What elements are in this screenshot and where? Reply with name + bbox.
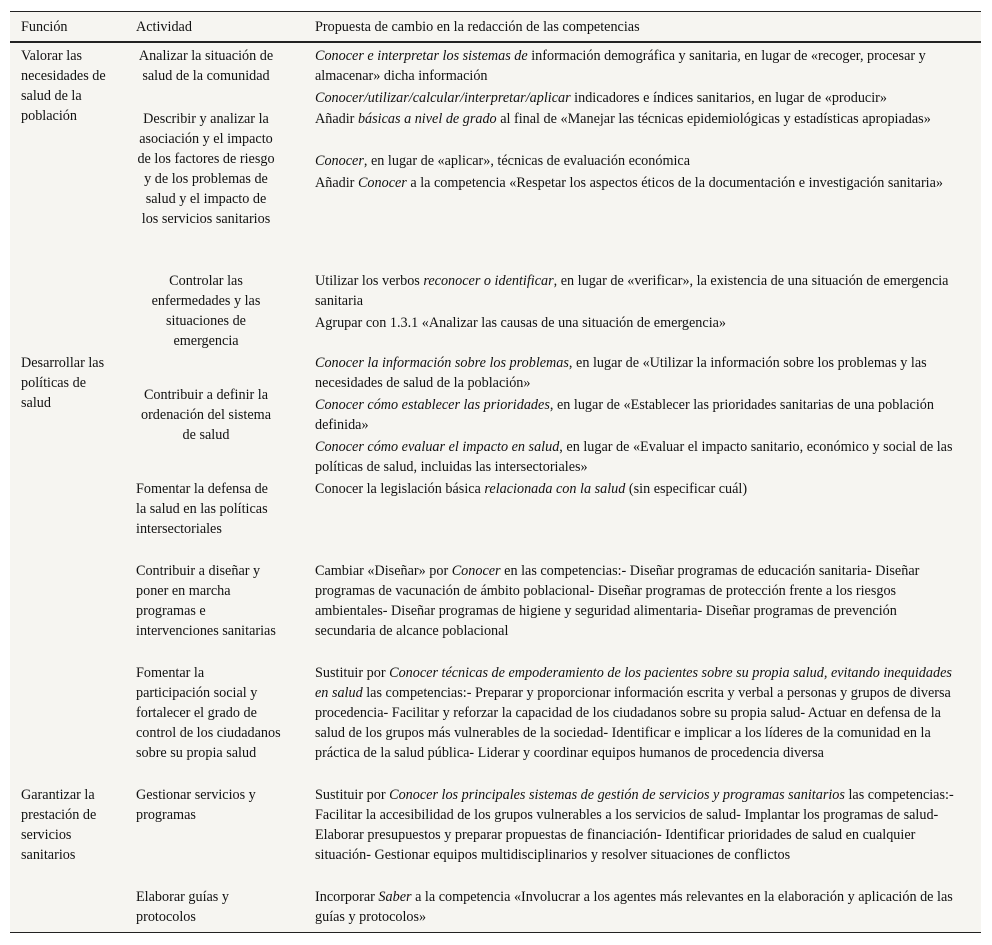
propuesta-text: Añadir xyxy=(315,175,358,191)
propuesta-italic: básicas a nivel de grado xyxy=(357,111,497,127)
propuesta-text: las competencias:- Preparar y proporcionar información escrita y verbal a personas y grupos de diversa procedencia- Facilitar y reforzar la capacidad de los ciudadanos sobre su propia salud- Actuar en defensa de la salud de los grupos más vulnerables de la sociedad- Identificar e implicar a los líderes de la comunidad en la práctica de la salud pública- Liderar y coordinar equipos humanos de procedencia diversa xyxy=(315,685,951,761)
propuesta-cell xyxy=(315,437,955,477)
propuesta-italic: Conocer xyxy=(357,175,407,191)
propuesta-text: Sustituir por xyxy=(315,787,390,803)
propuesta-italic: Conocer la información sobre los problemas xyxy=(315,355,569,371)
propuesta-cell xyxy=(315,173,955,193)
actividad-cell: Describir y analizar la asociación y el impacto de los factores de riesgo y de los problemas de salud y el impacto de los servicios sanitarios xyxy=(137,111,275,227)
propuesta-cell xyxy=(315,395,955,435)
table-header-rule xyxy=(10,41,981,43)
propuesta-italic: Conocer xyxy=(315,153,364,169)
propuesta-italic: Conocer xyxy=(451,563,501,579)
funcion-cell: Garantizar la prestación de servicios sanitarios xyxy=(21,787,97,863)
propuesta-text: Cambiar «Diseñar» por xyxy=(315,563,452,579)
propuesta-italic: Conocer/utilizar/calcular/interpretar/aplicar xyxy=(315,90,571,106)
header-actividad: Actividad xyxy=(136,19,192,35)
header-funcion: Función xyxy=(21,19,68,35)
propuesta-italic: Saber xyxy=(378,889,412,905)
propuesta-italic: Conocer cómo establecer las prioridades xyxy=(315,397,550,413)
propuesta-text: información demográfica y sanitaria, en lugar de «recoger, procesar y almacenar» dicha información xyxy=(315,48,926,84)
propuesta-text: en las competencias:- Diseñar programas de educación sanitaria- Diseñar programas de vacunación de ámbito poblacional- Diseñar programas de protección frente a los riesgos ambientales- Diseñar programas de higiene y seguridad alimentaria- Diseñar programas de prevención secundaria de alcance poblacional xyxy=(315,563,920,639)
propuesta-cell xyxy=(315,561,955,641)
propuesta-text: las competencias:- Facilitar la accesibilidad de los grupos vulnerables a los servicios de salud- Implantar los programas de salud- Elaborar presupuestos y preparar propuestas de financiación- Identificar prioridades de salud en cualquier situación- Gestionar equipos multidisciplinarios y resolver situaciones de conflictos xyxy=(315,787,954,863)
propuesta-italic: Conocer técnicas de empoderamiento de los pacientes sobre su propia salud, evitando inequidades en salud xyxy=(315,665,952,701)
propuesta-text: a la competencia «Involucrar a los agentes más relevantes en la elaboración y aplicación de las guías y protocolos» xyxy=(315,889,953,925)
propuesta-cell xyxy=(315,353,955,393)
propuesta-cell xyxy=(315,109,955,129)
propuesta-text: Conocer la legislación básica xyxy=(315,481,485,497)
propuesta-cell xyxy=(315,46,955,86)
propuesta-cell xyxy=(315,785,955,865)
table-bottom-rule xyxy=(10,932,981,933)
actividad-cell: Fomentar la defensa de la salud en las políticas intersectoriales xyxy=(136,481,268,537)
propuesta-italic: reconocer o identificar xyxy=(423,273,554,289)
propuesta-text: indicadores e índices sanitarios, en lugar de «producir» xyxy=(570,90,887,106)
propuesta-italic: relacionada con la salud xyxy=(484,481,626,497)
propuesta-text: Sustituir por xyxy=(315,665,390,681)
actividad-cell: Analizar la situación de salud de la comunidad xyxy=(138,48,274,84)
propuesta-text: a la competencia «Respetar los aspectos éticos de la documentación e investigación sanitaria» xyxy=(406,175,943,191)
propuesta-cell xyxy=(315,663,955,763)
actividad-cell: Contribuir a diseñar y poner en marcha programas e intervenciones sanitarias xyxy=(136,563,276,639)
propuesta-text: Utilizar los verbos xyxy=(315,273,424,289)
propuesta-text: Añadir xyxy=(315,111,358,127)
propuesta-text: Incorporar xyxy=(315,889,379,905)
actividad-cell: Fomentar la participación social y fortalecer el grado de control de los ciudadanos sobre su propia salud xyxy=(136,665,281,761)
propuesta-text: , en lugar de «Evaluar el impacto sanitario, económico y social de las políticas de salud, incluidas las intersectoriales» xyxy=(315,439,953,475)
propuesta-text: al final de «Manejar las técnicas epidemiológicas y estadísticas apropiadas» xyxy=(496,111,931,127)
propuesta-text: (sin especificar cuál) xyxy=(625,481,748,497)
propuesta-text: , en lugar de «Establecer las prioridades sanitarias de una población definida» xyxy=(315,397,934,433)
propuesta-cell xyxy=(315,479,955,499)
propuesta-italic: Conocer e interpretar los sistemas de xyxy=(315,48,528,64)
funcion-cell: Desarrollar las políticas de salud xyxy=(21,355,105,411)
propuesta-italic: Conocer los principales sistemas de gestión de servicios y programas sanitarios xyxy=(389,787,845,803)
actividad-cell: Gestionar servicios y programas xyxy=(136,787,256,823)
propuesta-cell xyxy=(315,271,955,311)
propuesta-cell: Agrupar con 1.3.1 «Analizar las causas de una situación de emergencia» xyxy=(315,315,727,331)
actividad-cell: Contribuir a definir la ordenación del sistema de salud xyxy=(140,387,271,443)
propuesta-text: , en lugar de «aplicar», técnicas de evaluación económica xyxy=(363,153,691,169)
actividad-cell: Elaborar guías y protocolos xyxy=(136,889,229,925)
table-top-rule xyxy=(10,11,981,12)
header-propuesta: Propuesta de cambio en la redacción de las competencias xyxy=(315,19,640,35)
propuesta-text: , en lugar de «Utilizar la información sobre los problemas y las necesidades de salud de la población» xyxy=(315,355,927,391)
propuesta-text: , en lugar de «verificar», la existencia de una situación de emergencia sanitaria xyxy=(315,273,949,309)
propuesta-cell xyxy=(315,887,955,927)
propuesta-cell xyxy=(315,151,955,171)
propuesta-italic: Conocer cómo evaluar el impacto en salud xyxy=(315,439,560,455)
funcion-cell: Valorar las necesidades de salud de la población xyxy=(21,48,106,124)
actividad-cell: Controlar las enfermedades y las situaciones de emergencia xyxy=(151,273,261,349)
propuesta-cell xyxy=(315,88,955,108)
